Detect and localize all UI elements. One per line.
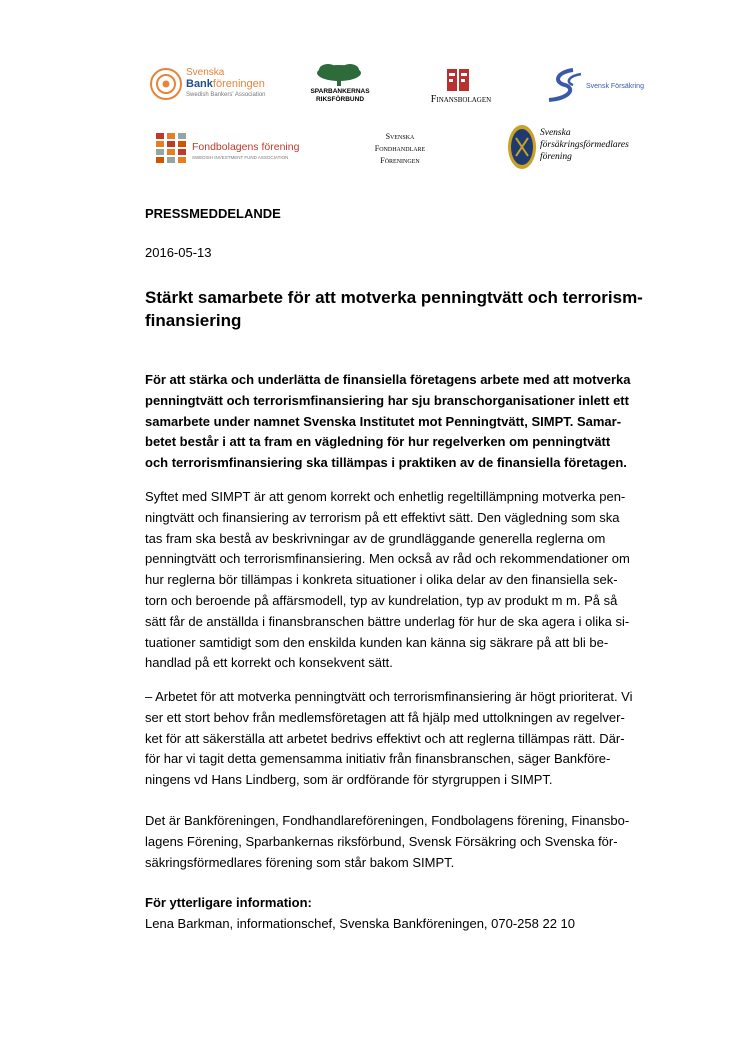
intro-line: samarbete under namnet Svenska Institutet mot Penningtvätt, SIMPT. Samar- [145,413,622,429]
body-line: tuationer samtidigt som den enskilda kunden kan känna sig säkrare på att bli be- [145,634,609,650]
bankforeningen-line1: Svenska [186,67,225,78]
intro-line: penningtvätt och terrorismfinansiering har sju branschorganisationer inlett ett [145,392,629,408]
body-line: tas fram ska bestå av beskrivningar av de grundläggande generella reglerna om [145,530,606,546]
page-title [145,286,643,332]
bankforeningen-logo [148,66,273,102]
fondhandlare-line2: Fondhandlare [374,144,426,153]
sparbankerna-line2: RIKSFÖRBUND [315,96,365,103]
bankforeningen-line2 [186,78,265,90]
document-label: PRESSMEDDELANDE [145,206,281,221]
forsakringsformedlare-logo [507,124,647,172]
contact-line: Lena Barkman, informationschef, Svenska Bankföreningen, 070-258 22 10 [145,915,575,931]
body-line: lagens Förening, Sparbankernas riksförbund, Svensk Försäkring och Svenska för- [145,833,618,849]
fondbolagen-name: Fondbolagens förening [192,141,300,153]
forsakringsformedlare-line3: förening [540,152,572,162]
body-line: – Arbetet för att motverka penningtvätt och terrorismfinansiering är högt prioriterat. Vi [145,689,633,704]
bankforeningen-line2-rest: föreningen [212,78,265,90]
forsakringsformedlare-line2: försäkringsförmedlares [540,140,629,150]
bankforeningen-tagline: Swedish Bankers' Association [186,92,266,98]
fondbolagen-logo [156,133,306,163]
svensk-forsakring-logo [543,68,643,104]
body-line: ket för att säkerställa att arbetet bedrivs effektivt och att reglerna tillämpas rätt. Där- [145,730,625,746]
tree-icon [314,63,364,87]
title-line: finansiering [145,311,242,330]
intro-line: För att stärka och underlätta de finansiella företagens arbete med att motverka [145,372,631,387]
body-line: handlad på ett korrekt och konsekvent sätt. [145,655,393,671]
fondbolagen-tagline: SWEDISH INVESTMENT FUND ASSOCIATION [192,155,289,160]
intro-line: och terrorismfinansiering ska tillämpas i praktiken av de finansiella företagen. [145,455,627,471]
finansbolagen-name: Finansbolagen [430,94,492,105]
body-line: för har vi tagit detta gemensamma initiativ från finansbranschen, säger Bankföre- [145,751,611,767]
body-paragraph-1 [145,487,630,674]
contact-heading: För ytterligare information: [145,895,312,910]
medal-icon [507,124,537,170]
body-line: säkringsförmedlares förening som står bakom SIMPT. [145,854,455,870]
intro-paragraph [145,370,630,474]
document-date: 2016-05-13 [145,245,212,260]
fondhandlare-line1: Svenska [385,132,415,141]
svensk-forsakring-emblem-icon [543,68,585,102]
bankforeningen-emblem-icon [148,66,184,102]
sparbankerna-logo [300,63,380,107]
body-line: sätt får de anställda i finansbranschen bättre underlag för hur de ska agera i olika si- [145,613,630,629]
body-line: penningtvätt och terrorismfinansiering. Men också av råd och rekommendationer om [145,551,630,567]
body-paragraph-2 [145,687,633,791]
body-line: Syftet med SIMPT är att genom korrekt och enhetlig regeltillämpning motverka pen- [145,489,626,504]
body-line: ser ett stort behov från medlemsföretagen att få hjälp med uttolkningen av regelver- [145,709,625,725]
fondhandlare-line3: Föreningen [380,156,420,165]
fondbolagen-grid-icon [156,133,186,163]
bankforeningen-line2-bold: Bank [186,78,213,90]
body-line: torn och beroende på affärsmodell, typ av kundrelation, typ av produkt m m. På så [145,592,618,608]
sparbankerna-line1: SPARBANKERNAS [310,88,370,95]
body-line: hur reglerna bör tillämpas i konkreta situationer i olika delar av den finansiella sek- [145,572,618,588]
title-line: Stärkt samarbete för att motverka penningtvätt och terrorism- [145,288,643,307]
body-paragraph-3 [145,811,629,873]
body-line: Det är Bankföreningen, Fondhandlareföreningen, Fondbolagens förening, Finansbo- [145,813,630,828]
svensk-forsakring-name: Svensk Försäkring [586,83,644,90]
finansbolagen-emblem-icon [446,68,470,92]
forsakringsformedlare-line1: Svenska [540,128,571,138]
body-line: ningtvätt och finansiering av terrorism på ett effektivt sätt. Den vägledning som ska [145,509,620,525]
intro-line: betet består i att ta fram en vägledning för hur regelverken om penningtvätt [145,434,611,450]
fondhandlare-logo [360,132,440,170]
finansbolagen-logo [416,68,506,108]
contact-block [145,893,575,935]
body-line: ningens vd Hans Lindberg, som är ordförande för styrgruppen i SIMPT. [145,772,553,788]
